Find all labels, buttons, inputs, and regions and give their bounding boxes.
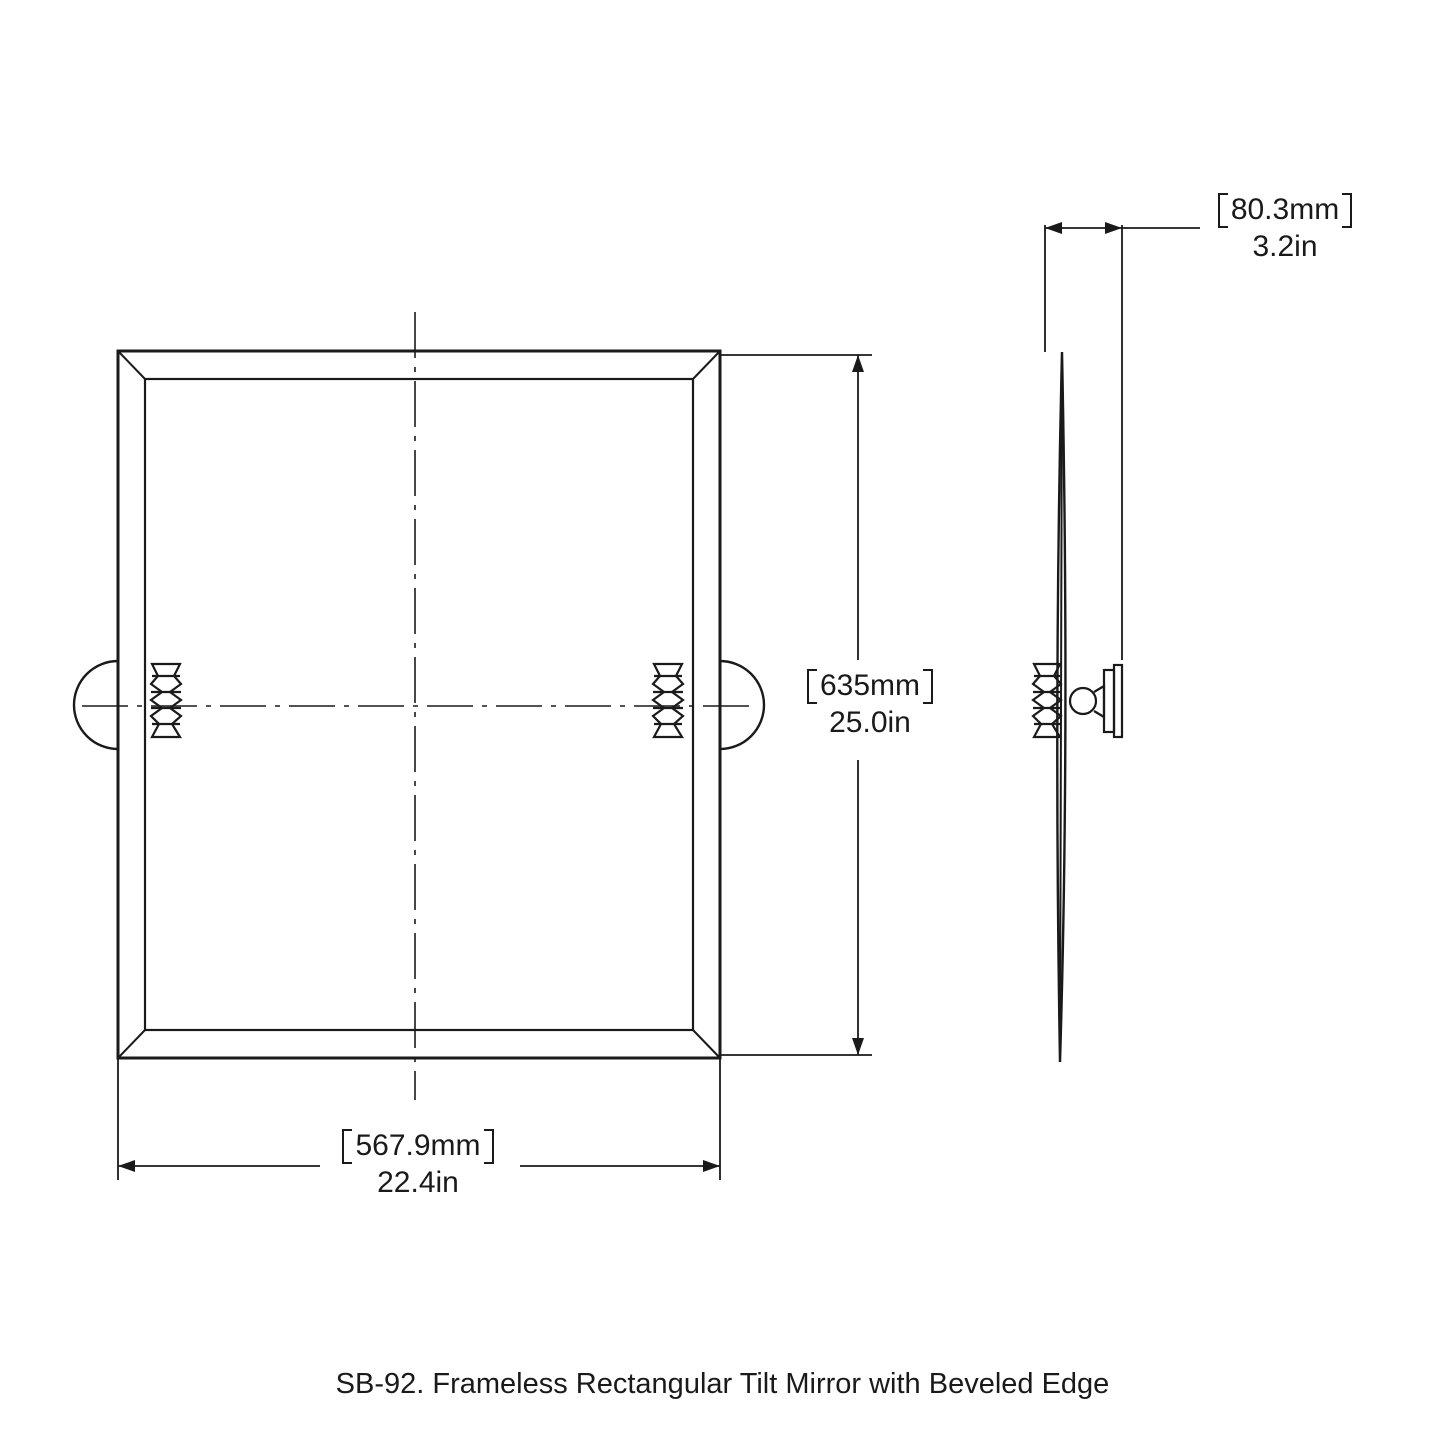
- height-mm-value: 635mm: [807, 668, 933, 705]
- depth-mm-value: 80.3mm: [1218, 192, 1352, 229]
- height-dimension-label: [700, 668, 1040, 741]
- depth-dimension-label: [1135, 192, 1435, 265]
- wall-mount-bracket: [1070, 665, 1122, 737]
- mirror-outer-outline: [118, 351, 720, 1058]
- width-in-value: 22.4in: [377, 1165, 459, 1199]
- left-pivot-knob: [151, 664, 181, 737]
- width-mm-value: 567.9mm: [342, 1128, 493, 1165]
- mirror-bevel-outline: [145, 379, 693, 1030]
- right-pivot-knob: [653, 664, 683, 737]
- front-elevation-view: [74, 312, 764, 1100]
- width-dimension-label: [243, 1128, 593, 1201]
- left-pivot-mount-arc: [74, 661, 118, 749]
- depth-dimension-graphic: [1045, 222, 1200, 660]
- bevel-corner-lines: [118, 351, 720, 1058]
- side-elevation-view: [1033, 352, 1122, 1062]
- height-in-value: 25.0in: [829, 705, 911, 739]
- drawing-caption: SB-92. Frameless Rectangular Tilt Mirror with Beveled Edge: [335, 1368, 1110, 1400]
- depth-in-value: 3.2in: [1252, 229, 1318, 263]
